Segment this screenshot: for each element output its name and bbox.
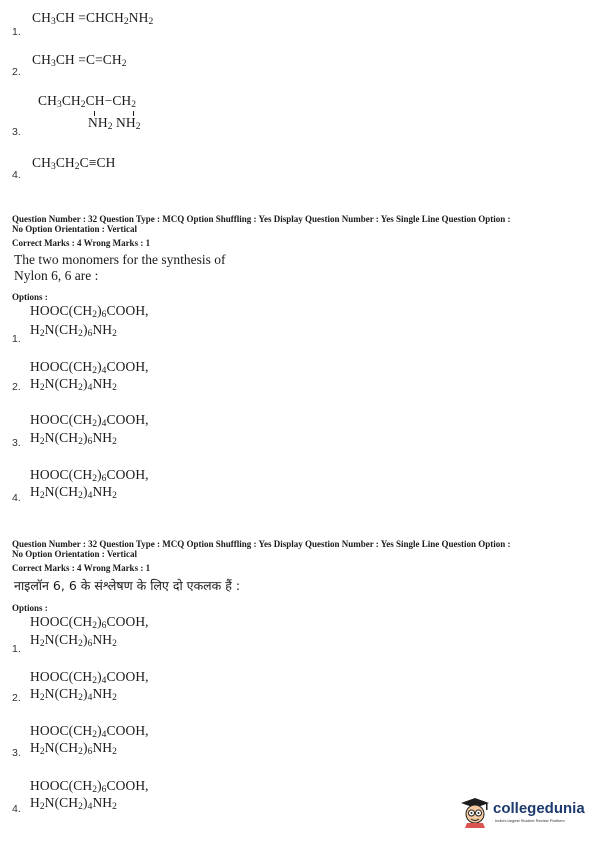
option-formula: $H_2N(CH_2)_4NH_2$ xyxy=(30,795,118,812)
option-formula: $HOOC(CH_2)_6COOH$, xyxy=(30,303,149,320)
option-number: 1. xyxy=(12,26,21,38)
option-formula: $H_2N(CH_2)_6NH_2$ xyxy=(30,740,118,757)
option-number: 1. xyxy=(12,643,21,655)
option-formula: $CH_3CH_2C\equiv CH$ xyxy=(32,155,116,172)
option-formula: $H_2N(CH_2)_6NH_2$ xyxy=(30,632,118,649)
question-marks: Correct Marks : 4 Wrong Marks : 1 xyxy=(12,238,151,248)
option-formula: $CH_3CH_2CH-CH_2$ xyxy=(38,93,137,110)
question-text: The two monomers for the synthesis of xyxy=(14,252,226,267)
option-formula: $H_2N(CH_2)_6NH_2$ xyxy=(30,322,118,339)
option-formula: $H_2N(CH_2)_4NH_2$ xyxy=(30,376,118,393)
option-number: 3. xyxy=(12,437,21,449)
question-marks: Correct Marks : 4 Wrong Marks : 1 xyxy=(12,563,151,573)
option-formula: $NH_2$ $NH_2$ xyxy=(88,115,141,132)
option-formula: $HOOC(CH_2)_4COOH$, xyxy=(30,412,149,429)
option-formula: $HOOC(CH_2)_6COOH$, xyxy=(30,614,149,631)
logo-tagline: India's largest Student Review Platform xyxy=(495,818,565,823)
question-text: Nylon 6, 6 are : xyxy=(14,268,99,283)
option-number: 2. xyxy=(12,692,21,704)
options-label: Options : xyxy=(12,603,48,613)
option-number: 2. xyxy=(12,381,21,393)
collegedunia-logo xyxy=(458,794,592,830)
option-formula: $HOOC(CH_2)_6COOH$, xyxy=(30,467,149,484)
option-number: 4. xyxy=(12,492,21,504)
option-number: 2. xyxy=(12,66,21,78)
option-formula: $CH_3CH =C=CH_2$ xyxy=(32,52,127,69)
question-header: Question Number : 32 Question Type : MCQ Option Shuffling : Yes Display Question Number : Yes Single Line Question Option : xyxy=(12,539,511,549)
options-label: Options : xyxy=(12,292,48,302)
logo-text: collegedunia xyxy=(493,800,585,817)
option-number: 1. xyxy=(12,333,21,345)
option-number: 4. xyxy=(12,169,21,181)
option-number: 4. xyxy=(12,803,21,815)
option-formula: $HOOC(CH_2)_4COOH$, xyxy=(30,669,149,686)
option-formula: $H_2N(CH_2)_4NH_2$ xyxy=(30,484,118,501)
option-number: 3. xyxy=(12,126,21,138)
question-text: नाइलॉन 6, 6 के संश्लेषण के लिए दो एकलक हैं : xyxy=(14,578,241,593)
option-formula: $HOOC(CH_2)_4COOH$, xyxy=(30,723,149,740)
question-header: No Option Orientation : Vertical xyxy=(12,224,137,234)
option-number: 3. xyxy=(12,747,21,759)
question-header: Question Number : 32 Question Type : MCQ Option Shuffling : Yes Display Question Number : Yes Single Line Question Option : xyxy=(12,214,511,224)
option-formula: $H_2N(CH_2)_4NH_2$ xyxy=(30,686,118,703)
option-formula: $HOOC(CH_2)_4COOH$, xyxy=(30,359,149,376)
option-formula: $H_2N(CH_2)_6NH_2$ xyxy=(30,430,118,447)
option-formula: $HOOC(CH_2)_6COOH$, xyxy=(30,778,149,795)
option-formula: $CH_3CH$ $=CHCH_2NH_2$ xyxy=(32,10,154,27)
question-header: No Option Orientation : Vertical xyxy=(12,549,137,559)
mascot-icon xyxy=(458,794,492,828)
